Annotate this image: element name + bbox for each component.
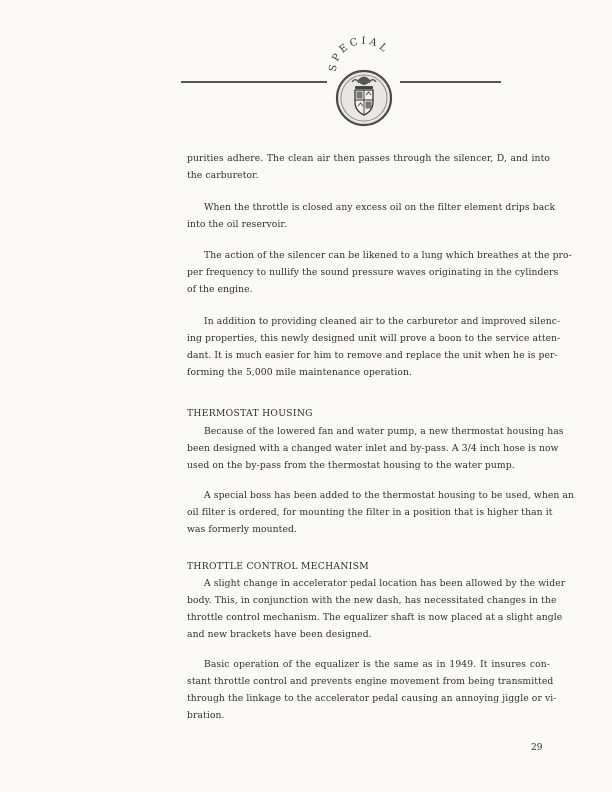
text-line: When the throttle is closed any excess oil on the filter element drips back — [204, 202, 556, 213]
text-line: body. This, in conjunction with the new dash, has necessitated changes in the — [187, 595, 557, 606]
paragraph-throttle-closed — [187, 199, 556, 233]
section-heading-thermostat: THERMOSTAT HOUSING — [187, 408, 313, 419]
text-line: Basic operation of the equalizer is the same as in 1949. It insures con- — [204, 659, 550, 670]
text-line: oil filter is ordered, for mounting the filter in a position that is higher than it — [187, 507, 553, 518]
text-line: and new brackets have been designed. — [187, 629, 372, 640]
text-line: forming the 5,000 mile maintenance operation. — [187, 367, 413, 378]
text-line: The action of the silencer can be likened to a lung which breathes at the pro- — [204, 250, 572, 261]
paragraph-throttle-1 — [187, 575, 566, 643]
text-line: bration. — [187, 710, 225, 721]
page-number: 29 — [531, 743, 543, 753]
emblem-arc-label: SPECIAL — [327, 35, 392, 73]
svg-text:SPECIAL — [328, 36, 392, 73]
section-heading-throttle: THROTTLE CONTROL MECHANISM — [187, 561, 369, 572]
text-line: purities adhere. The clean air then passes through the silencer, D, and into — [187, 153, 550, 164]
paragraph-thermostat-2 — [187, 487, 575, 538]
text-line: into the oil reservoir. — [187, 219, 287, 230]
text-line: dant. It is much easier for him to remove and replace the unit when he is per- — [187, 350, 558, 361]
text-line: been designed with a changed water inlet and by-pass. A 3/4 inch hose is now — [187, 443, 559, 454]
text-line: In addition to providing cleaned air to the carburetor and improved silenc- — [204, 316, 561, 327]
text-line: was formerly mounted. — [187, 524, 297, 535]
paragraph-thermostat-1 — [187, 423, 564, 474]
text-line: A slight change in accelerator pedal location has been allowed by the wider — [204, 578, 566, 589]
text-line: A special boss has been added to the thermostat housing to be used, when an — [204, 490, 575, 501]
paragraph-silencer-action — [187, 247, 572, 298]
text-line: of the engine. — [187, 284, 253, 295]
text-line: Because of the lowered fan and water pump, a new thermostat housing has — [204, 426, 564, 437]
paragraph-throttle-2 — [187, 656, 557, 724]
text-line: through the linkage to the accelerator pedal causing an annoying jiggle or vi- — [187, 693, 557, 704]
paragraph-cleaned-air — [187, 313, 561, 381]
text-line: stant throttle control and prevents engine movement from being transmitted — [187, 676, 554, 687]
header-rule-left — [181, 81, 327, 83]
special-crest-emblem — [322, 28, 406, 128]
paragraph-silencer-intro — [187, 150, 550, 184]
text-line: used on the by-pass from the thermostat housing to the water pump. — [187, 460, 515, 471]
text-line: ing properties, this newly designed unit will prove a boon to the service atten- — [187, 333, 561, 344]
header-rule-right — [400, 81, 501, 83]
text-line: the carburetor. — [187, 170, 259, 181]
text-line: throttle control mechanism. The equalizer shaft is now placed at a slight angle — [187, 612, 563, 623]
text-line: per frequency to nullify the sound pressure waves originating in the cylinders — [187, 267, 559, 278]
